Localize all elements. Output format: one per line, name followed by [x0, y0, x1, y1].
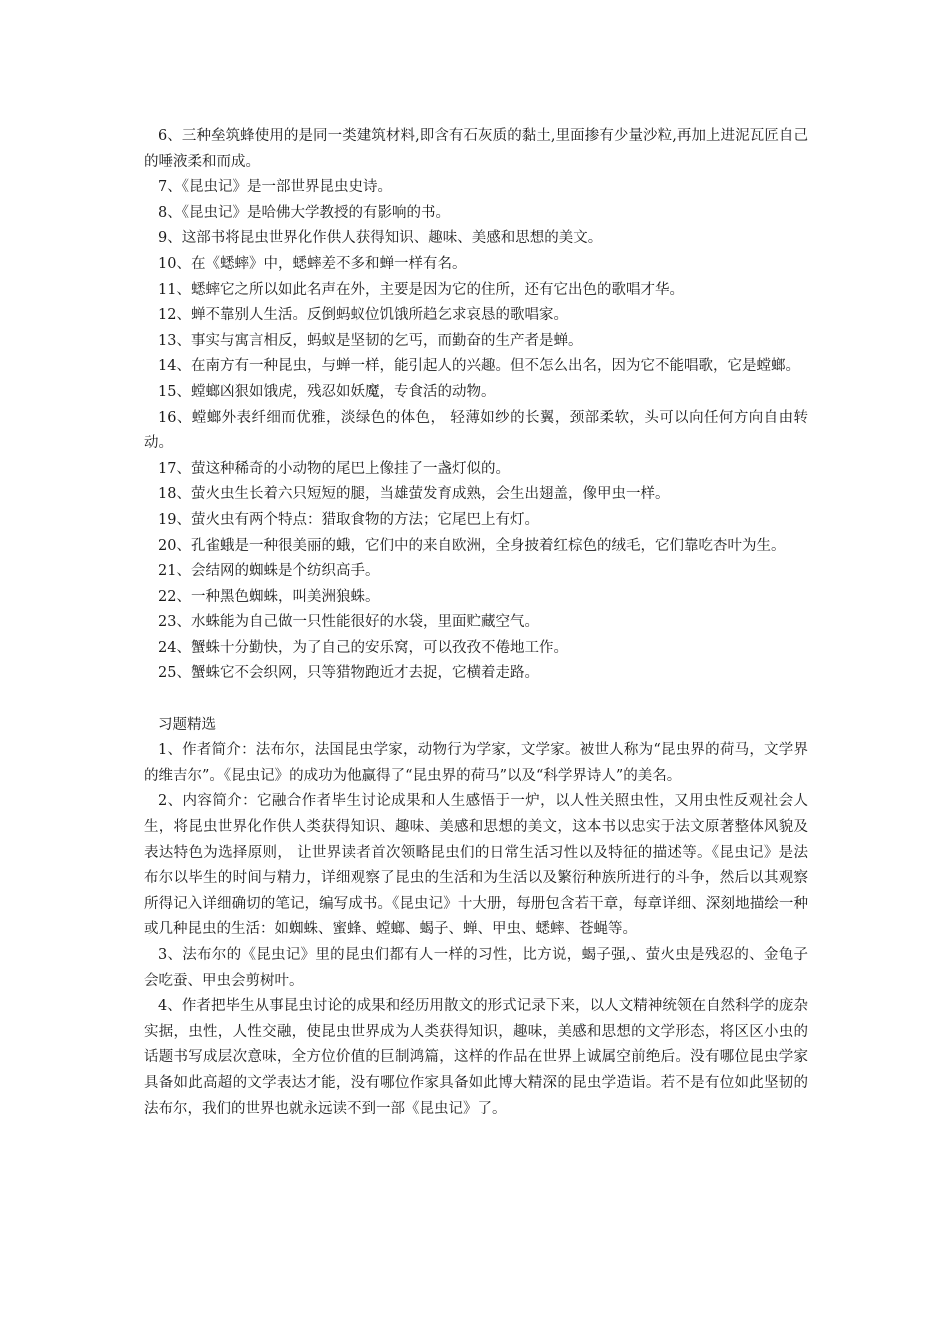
list-item: 23、水蛛能为自己做一只性能很好的水袋，里面贮藏空气。	[158, 614, 539, 631]
list-item: 21、会结网的蜘蛛是个纺织高手。	[158, 563, 380, 580]
list-item: 16、螳螂外表纤细而优雅，淡绿色的体色， 轻薄如纱的长翼，颈部柔软，头可以向任何方向自由转动。	[144, 409, 808, 452]
list-item: 6、三种垒筑蜂使用的是同一类建筑材料,即含有石灰质的黏土,里面掺有少量沙粒,再加上进泥瓦匠自己的唾液柔和而成。	[144, 128, 808, 170]
list-item: 19、萤火虫有两个特点：猎取食物的方法；它尾巴上有灯。	[158, 511, 539, 528]
list-item: 24、蟹蛛十分勤快，为了自己的安乐窝，可以孜孜不倦地工作。	[158, 639, 568, 656]
list-item: 13、事实与寓言相反，蚂蚁是坚韧的乞丐，而勤奋的生产者是蝉。	[158, 332, 583, 349]
list-item: 25、蟹蛛它不会织网，只等猎物跑近才去捉，它横着走路。	[158, 665, 539, 682]
document-page	[144, 124, 808, 1122]
list-item: 14、在南方有一种昆虫，与蝉一样，能引起人的兴趣。但不怎么出名，因为它不能唱歌，它是螳螂。	[158, 358, 800, 375]
list-item: 20、孔雀蛾是一种很美丽的蛾，它们中的来自欧洲，全身披着红棕色的绒毛，它们靠吃杏叶为生。	[158, 537, 786, 554]
exercise-paragraph: 2、内容简介：它融合作者毕生讨论成果和人生感悟于一炉，以人性关照虫性，又用虫性反观社会人生，将昆虫世界化作供人类获得知识、趣味、美感和思想的美文，这本书以忠实于法文原著整体风貌及表达特色为选择原则， 让世界读者首次领略昆虫们的日常生活习性以及特征的描述等。《昆虫记》是法布尔以毕生的时间与精力，详细观察了昆虫的生活和为生活以及繁衍种族所进行的斗争，然后以其观察所得记入详细确切的笔记，编写成书。《昆虫记》十大册，每册包含若干章，每章详细、深刻地描绘一种或几种昆虫的生活：如蜘蛛、蜜蜂、螳螂、蝎子、蝉、甲虫、蟋蟀、苍蝇等。	[144, 793, 808, 938]
section-title: 习题精选	[158, 716, 216, 733]
list-item: 9、这部书将昆虫世界化作供人获得知识、趣味、美感和思想的美文。	[158, 230, 603, 247]
exercise-paragraph: 3、法布尔的《昆虫记》里的昆虫们都有人一样的习性，比方说，蝎子强,、萤火虫是残忍的、金龟子会吃蚕、甲虫会剪树叶。	[144, 947, 808, 989]
exercise-paragraph: 4、作者把毕生从事昆虫讨论的成果和经历用散文的形式记录下来，以人文精神统领在自然科学的庞杂实据，虫性，人性交融，使昆虫世界成为人类获得知识，趣味，美感和思想的文学形态，将区区小虫的话题书写成层次意味，全方位价值的巨制鸿篇，这样的作品在世界上诚属空前绝后。没有哪位昆虫学家具备如此高超的文学表达才能，没有哪位作家具备如此博大精深的昆虫学造诣。若不是有位如此坚韧的法布尔，我们的世界也就永远读不到一部《昆虫记》了。	[144, 998, 808, 1117]
list-item: 7、《昆虫记》是一部世界昆虫史诗。	[158, 179, 392, 196]
list-item: 15、螳螂凶狠如饿虎，残忍如妖魔，专食活的动物。	[158, 383, 496, 400]
list-item: 11、蟋蟀它之所以如此名声在外，主要是因为它的住所，还有它出色的歌唱才华。	[158, 281, 684, 298]
list-item: 18、萤火虫生长着六只短短的腿，当雄萤发育成熟，会生出翅盖，像甲虫一样。	[158, 486, 670, 503]
list-item: 22、一种黑色蜘蛛，叫美洲狼蛛。	[158, 588, 380, 605]
list-item: 8、《昆虫记》是哈佛大学教授的有影响的书。	[158, 204, 450, 221]
section-spacer	[144, 687, 808, 713]
exercise-paragraph: 1、作者简介：法布尔，法国昆虫学家，动物行为学家，文学家。被世人称为“昆虫界的荷马，文学界的维吉尔”。《昆虫记》的成功为他赢得了“昆虫界的荷马”以及“科学界诗人”的美名。	[144, 742, 808, 784]
list-item: 12、蝉不靠别人生活。反倒蚂蚁位饥饿所趋乞求哀恳的歌唱家。	[158, 307, 568, 324]
list-item: 17、萤这种稀奇的小动物的尾巴上像挂了一盏灯似的。	[158, 460, 510, 477]
list-item: 10、在《蟋蟀》中，蟋蟀差不多和蝉一样有名。	[158, 255, 467, 272]
